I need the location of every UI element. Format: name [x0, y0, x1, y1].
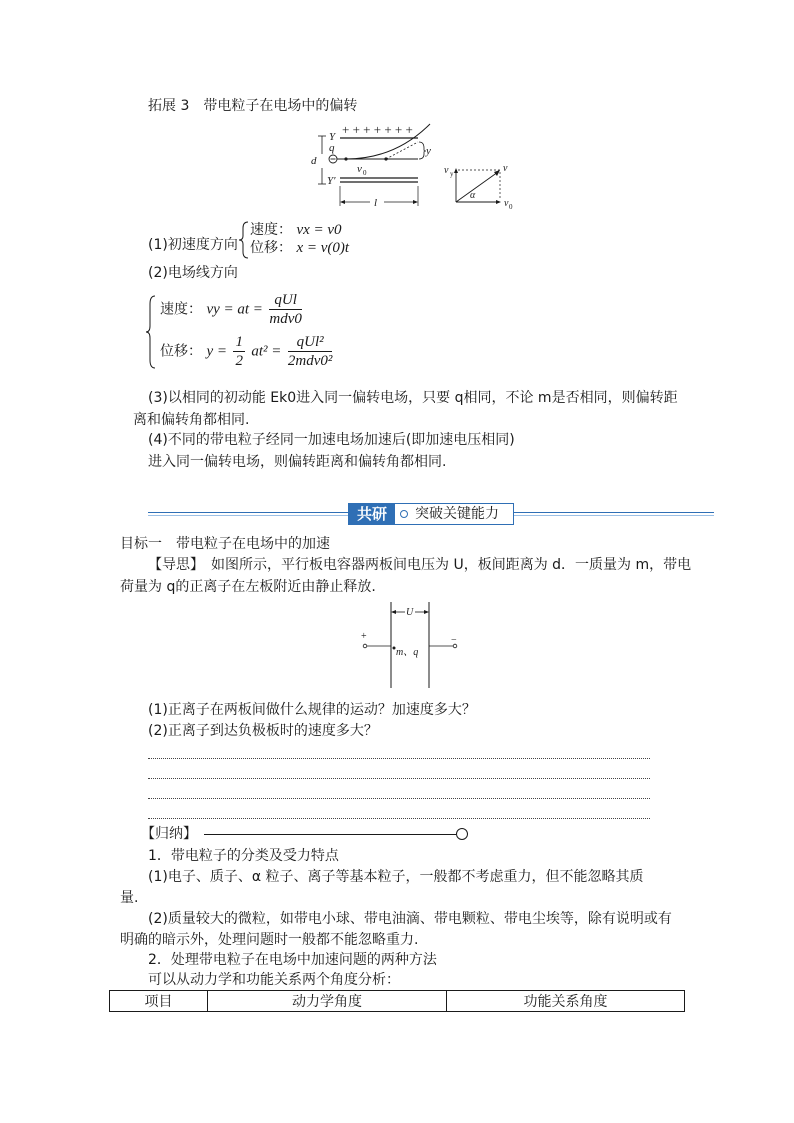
item2-disp-mid: at² = [251, 343, 282, 360]
label-Y: Y [329, 131, 336, 143]
label-U: U [406, 607, 414, 618]
summary-rule [204, 834, 456, 835]
table-header-cell: 动力学角度 [208, 991, 447, 1012]
comparison-table [109, 990, 685, 1012]
item3-line2: 离和偏转角都相同. [133, 412, 250, 428]
p1-b-line1: (2)质量较大的微粒，如带电小球、带电油滴、带电颗粒、带电尘埃等，除有说明或有 [148, 911, 672, 927]
item2-disp-lhs: y = [206, 343, 227, 360]
item2-brace [145, 294, 157, 370]
label-alpha: α [470, 190, 476, 201]
label-plus: + [361, 631, 367, 642]
item1-disp-formula: x = v(0)t [296, 240, 350, 256]
p2-intro: 可以从动力学和功能关系两个角度分析： [148, 972, 400, 988]
item3-line1: (3)以相同的初动能 Ek0进入同一偏转电场，只要 q相同，不论 m是否相同，则偏转距 [148, 390, 678, 406]
summary-circle-icon [456, 828, 468, 840]
plus-signs: + + + + + + + [342, 122, 413, 137]
item1-speed-label: 速度： [250, 222, 292, 238]
goal1-title: 目标一 带电粒子在电场中的加速 [120, 536, 330, 552]
item1-disp-label: 位移： [250, 240, 292, 256]
summary-title: 【归纳】 [141, 826, 197, 842]
item2-disp-den: 2mdv0² [287, 353, 333, 369]
item2-speed-num: qUl [269, 291, 302, 310]
item2-label: (2)电场线方向 [148, 265, 238, 281]
label-vy-sub: y [450, 170, 454, 178]
guide-line1: 【导思】 如图所示，平行板电容器两板间电压为 U，板间距离为 d．一质量为 m，带电 [148, 557, 692, 573]
label-vy: v [444, 165, 449, 176]
label-mq: m、q [396, 647, 419, 658]
item1-brace [238, 220, 250, 260]
deflection-diagram [300, 120, 525, 215]
label-vx-sub: 0 [509, 203, 513, 211]
label-v0: v [357, 163, 362, 175]
p1-title: 1．带电粒子的分类及受力特点 [148, 848, 339, 864]
table-header-cell: 功能关系角度 [447, 991, 685, 1012]
label-v0-sub: 0 [363, 169, 367, 177]
item2-speed-lhs: vy = at = [206, 301, 263, 318]
label-Yprime: Y′ [327, 175, 336, 187]
label-d: d [311, 155, 317, 167]
answer-line[interactable] [148, 758, 650, 759]
label-l: l [374, 197, 378, 209]
p1-b-line2: 明确的暗示外，处理问题时一般都不能忽略重力. [120, 932, 419, 948]
item1-speed-formula: vx = v0 [296, 222, 342, 238]
p1-a-line2: 量. [120, 890, 139, 906]
table-header-cell: 项目 [110, 991, 208, 1012]
label-q: q [329, 142, 335, 154]
item2-disp-half-den: 2 [235, 353, 243, 369]
banner-text: 突破关键能力 [415, 506, 499, 522]
item4-line1: (4)不同的带电粒子经同一加速电场加速后(即加速电压相同) [148, 432, 515, 448]
item4-line2: 进入同一偏转电场，则偏转距离和偏转角都相同. [148, 454, 447, 470]
item2-speed-label: 速度： [160, 301, 202, 318]
label-y: y [426, 145, 431, 157]
item2-disp-num: qUl² [288, 333, 333, 352]
answer-line[interactable] [148, 818, 650, 819]
banner-dot-icon [400, 510, 408, 518]
capacitor-diagram [355, 602, 465, 692]
p2-title: 2．处理带电粒子在电场中加速问题的两种方法 [148, 952, 437, 968]
extension-heading: 拓展 3 带电粒子在电场中的偏转 [148, 98, 358, 114]
question1: (1)正离子在两板间做什么规律的运动？加速度多大？ [148, 702, 476, 718]
answer-line[interactable] [148, 778, 650, 779]
item2-disp-label: 位移： [160, 343, 202, 360]
answer-line[interactable] [148, 798, 650, 799]
item2-disp-half-num: 1 [235, 334, 243, 350]
banner-tag: 共研 [349, 504, 395, 524]
question2: (2)正离子到达负极板时的速度多大？ [148, 723, 378, 739]
label-minus: − [451, 635, 457, 646]
label-vx: v [504, 198, 509, 209]
item2-speed-den: mdv0 [269, 311, 302, 327]
guide-line2: 荷量为 q的正离子在左板附近由静止释放. [120, 579, 376, 595]
p1-a-line1: (1)电子、质子、α 粒子、离子等基本粒子，一般都不考虑重力，但不能忽略其质 [148, 869, 644, 885]
table-header-row [110, 991, 685, 1012]
item1-label: (1)初速度方向 [148, 237, 238, 253]
label-v: v [503, 163, 508, 174]
